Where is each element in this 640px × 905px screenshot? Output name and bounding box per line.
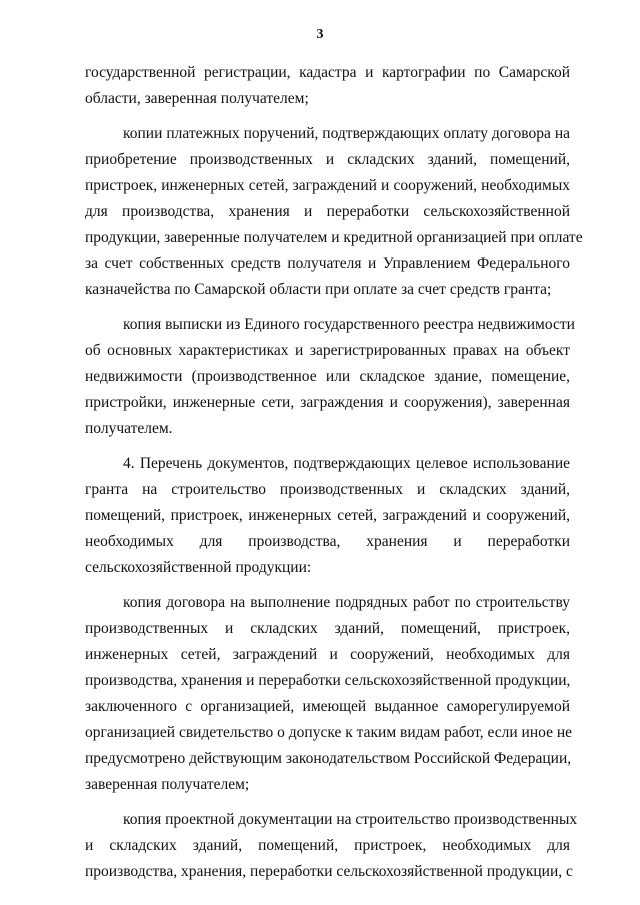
- text-line: приобретение производственных и складских зданий, помещений,: [85, 151, 570, 168]
- text-line: для производства, хранения и переработки сельскохозяйственной: [85, 203, 570, 220]
- page-number: 3: [316, 27, 324, 42]
- text-line: заключенного с организацией, имеющей выданное саморегулируемой: [85, 698, 570, 715]
- paragraph: [85, 60, 570, 112]
- text-line: гранта на строительство производственных и складских зданий,: [85, 481, 570, 498]
- text-line: организацией свидетельство о допуске к таким видам работ, если иное не: [85, 724, 573, 741]
- text-line: продукции, заверенные получателем и кредитной организацией при оплате: [85, 229, 583, 246]
- text-line: предусмотрено действующим законодательством Российской Федерации,: [85, 750, 572, 767]
- text-line: производства, хранения, переработки сельскохозяйственной продукции, с: [85, 863, 573, 880]
- text-line: копия проектной документации на строительство производственных: [123, 811, 578, 828]
- paragraph: [85, 590, 573, 798]
- paragraph: [85, 312, 575, 442]
- text-line: недвижимости (производственное или складское здание, помещение,: [85, 368, 570, 385]
- text-line: государственной регистрации, кадастра и картографии по Самарской: [85, 64, 570, 81]
- text-line: 4. Перечень документов, подтверждающих целевое использование: [123, 455, 570, 472]
- text-line: копия выписки из Единого государственного реестра недвижимости: [123, 316, 575, 333]
- text-line: получателем.: [85, 420, 173, 437]
- text-line: инженерных сетей, заграждений и сооружений, необходимых для: [85, 646, 570, 663]
- paragraph: [85, 121, 583, 303]
- paragraph: [85, 807, 578, 885]
- text-line: за счет собственных средств получателя и Управлением Федерального: [85, 255, 570, 272]
- text-line: копия договора на выполнение подрядных работ по строительству: [123, 594, 570, 611]
- text-line: производства, хранения и переработки сельскохозяйственной продукции,: [85, 672, 571, 689]
- text-line: и складских зданий, помещений, пристроек, необходимых для: [85, 837, 570, 854]
- text-line: помещений, пристроек, инженерных сетей, заграждений и сооружений,: [85, 507, 570, 524]
- text-line: об основных характеристиках и зарегистрированных правах на объект: [85, 342, 570, 359]
- text-line: производственных и складских зданий, помещений, пристроек,: [85, 620, 570, 637]
- paragraph: [85, 451, 570, 581]
- document-body: [85, 60, 583, 894]
- text-line: сельскохозяйственной продукции:: [85, 559, 312, 576]
- text-line: заверенная получателем;: [85, 776, 250, 793]
- text-line: копии платежных поручений, подтверждающих оплату договора на: [123, 125, 570, 142]
- text-line: казначейства по Самарской области при оплате за счет средств гранта;: [85, 281, 552, 298]
- text-line: пристройки, инженерные сети, заграждения и сооружения), заверенная: [85, 394, 570, 411]
- text-line: области, заверенная получателем;: [85, 90, 309, 107]
- text-line: необходимых для производства, хранения и переработки: [85, 533, 570, 550]
- text-line: пристроек, инженерных сетей, заграждений и сооружений, необходимых: [85, 177, 570, 194]
